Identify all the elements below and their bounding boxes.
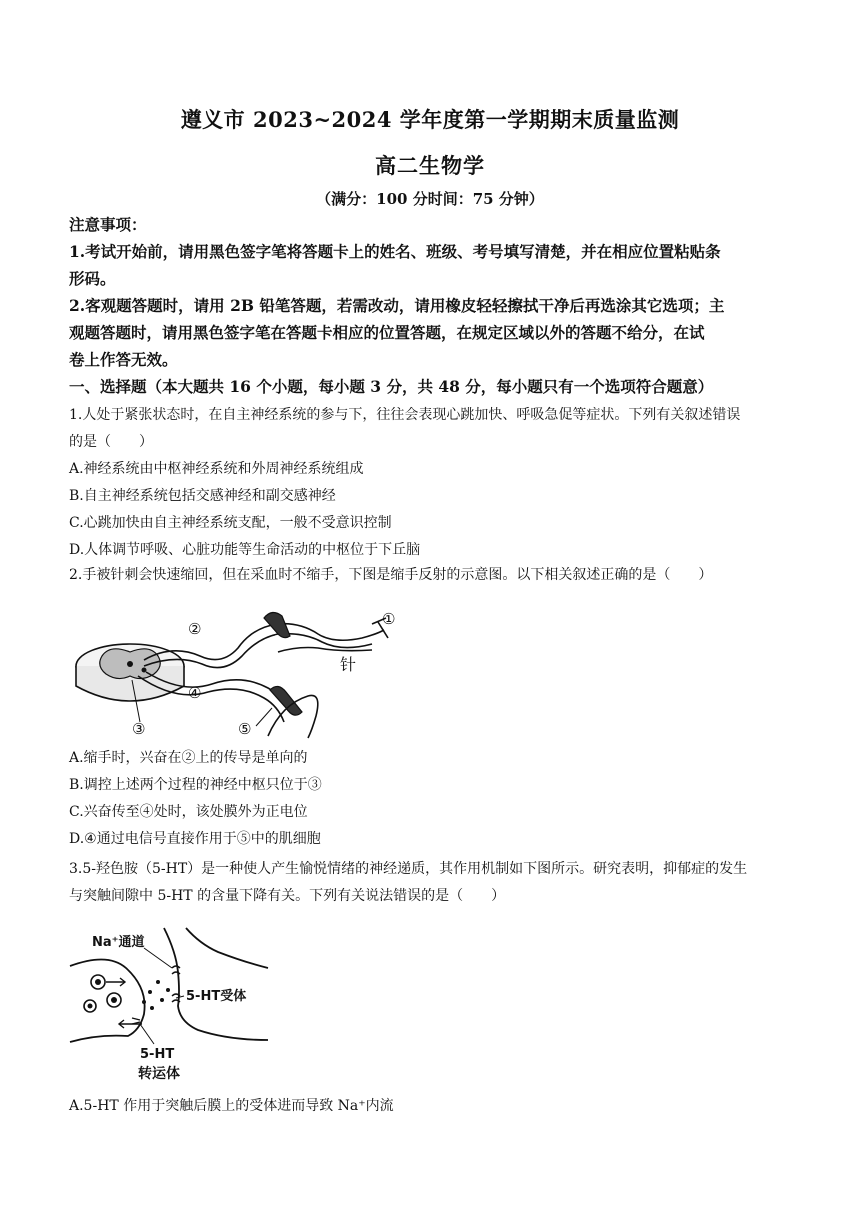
na-channel-label: Na⁺通道 xyxy=(92,935,145,950)
needle-label: 针 xyxy=(340,655,357,674)
question-1 xyxy=(69,402,799,564)
q3-stem-line-2: 与突触间隙中 5-HT 的含量下降有关。下列有关说法错误的是（ ） xyxy=(69,888,506,904)
question-3 xyxy=(69,856,799,910)
q2-option-a[interactable]: A.缩手时，兴奋在②上的传导是单向的 xyxy=(69,750,308,766)
q1-option-c[interactable]: C.心跳加快由自主神经系统支配，一般不受意识控制 xyxy=(69,515,392,531)
question-3-options xyxy=(69,1093,799,1120)
note-2-line-2: 观题答题时，请用黑色签字笔在答题卡相应的位置答题，在规定区域以外的答题不给分，在试 xyxy=(69,323,705,342)
label-5: ⑤ xyxy=(238,720,252,738)
spinal-cord-drawing xyxy=(76,644,184,701)
note-2-line-3: 卷上作答无效。 xyxy=(69,350,178,369)
q2-stem-line-1: 2.手被针刺会快速缩回，但在采血时不缩手，下图是缩手反射的示意图。以下相关叙述正确的是（ ） xyxy=(69,567,713,583)
q3-option-a[interactable]: A.5-HT 作用于突触后膜上的受体进而导致 Na⁺内流 xyxy=(69,1098,394,1114)
q2-option-c[interactable]: C.兴奋传至④处时，该处膜外为正电位 xyxy=(69,804,308,820)
exam-subject: 高二生物学 xyxy=(375,153,485,178)
question-2-options xyxy=(69,745,799,853)
receptor-label: 5-HT受体 xyxy=(186,989,247,1004)
receptors xyxy=(132,966,180,1024)
label-2: ② xyxy=(188,620,202,638)
q1-option-a[interactable]: A.神经系统由中枢神经系统和外周神经系统组成 xyxy=(69,461,364,477)
synapse-figure xyxy=(68,922,273,1092)
transporter-label-line-1: 5-HT xyxy=(140,1047,175,1062)
notes-section xyxy=(69,211,799,400)
q3-stem-line-1: 3.5-羟色胺（5-HT）是一种使人产生愉悦情绪的神经递质，其作用机制如下图所示。研究表明，抑郁症的发生 xyxy=(69,861,748,877)
label-1: ① xyxy=(382,610,396,628)
q2-option-b[interactable]: B.调控上述两个过程的神经中枢只位于③ xyxy=(69,777,322,793)
q2-option-d[interactable]: D.④通过电信号直接作用于⑤中的肌细胞 xyxy=(69,831,321,847)
receptor-skin-drawing xyxy=(264,612,318,738)
note-2-line-1: 2.客观题答题时，请用 2B 铅笔答题，若需改动，请用橡皮轻轻擦拭干净后再选涂其它选项；主 xyxy=(69,296,725,315)
vesicles xyxy=(84,975,121,1012)
question-2 xyxy=(69,562,799,589)
exam-meta: （满分：100 分时间：75 分钟） xyxy=(316,190,544,208)
note-1-line-1: 1.考试开始前，请用黑色签字笔将答题卡上的姓名、班级、考号填写清楚，并在相应位置粘贴条 xyxy=(69,242,721,261)
label-4: ④ xyxy=(188,684,202,702)
q1-option-b[interactable]: B.自主神经系统包括交感神经和副交感神经 xyxy=(69,488,336,504)
q1-option-d[interactable]: D.人体调节呼吸、心脏功能等生命活动的中枢位于下丘脑 xyxy=(69,542,421,558)
reflex-arc-figure xyxy=(72,604,412,740)
neurotransmitter-dots xyxy=(142,980,170,1010)
notes-heading: 注意事项： xyxy=(69,215,147,234)
q1-stem-line-2: 的是（ ） xyxy=(69,434,153,450)
q1-stem-line-1: 1.人处于紧张状态时，在自主神经系统的参与下，往往会表现心跳加快、呼吸急促等症状。下列有关叙述错误 xyxy=(69,407,741,423)
exam-title: 遵义市 2023~2024 学年度第一学期期末质量监测 xyxy=(180,107,680,132)
section-1-heading: 一、选择题（本大题共 16 个小题，每小题 3 分，共 48 分，每小题只有一个选项符合题意） xyxy=(69,377,714,396)
note-1-line-2: 形码。 xyxy=(69,269,116,288)
label-3: ③ xyxy=(132,720,146,738)
transporter-label-line-2: 转运体 xyxy=(138,1066,180,1082)
